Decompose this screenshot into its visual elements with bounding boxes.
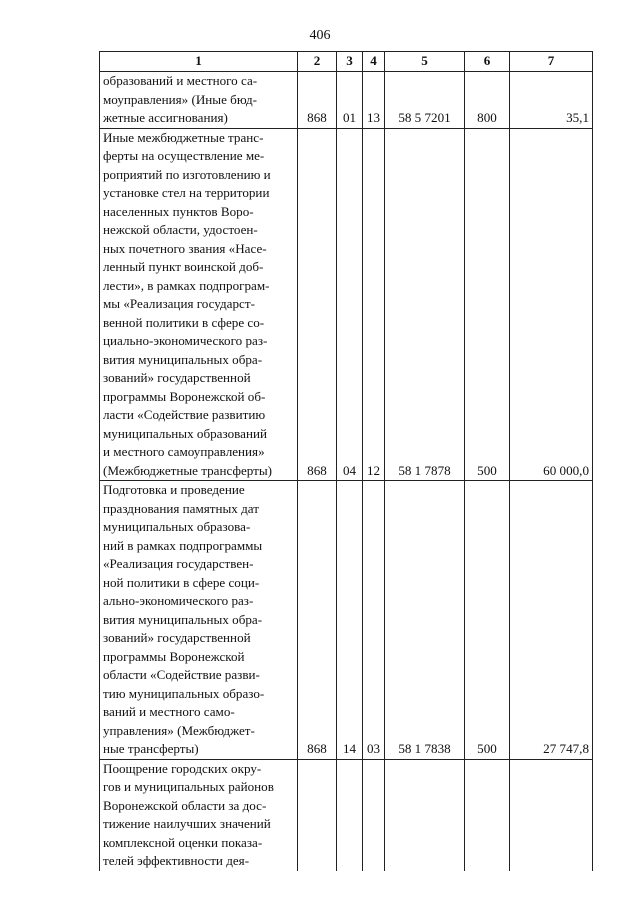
cell-ministry-code: 868	[298, 481, 337, 760]
description-line: (Межбюджетные трансферты)	[103, 462, 273, 478]
description-line: нежской области, удостоен-	[103, 222, 258, 237]
header-col-2: 2	[298, 52, 337, 72]
description-line: лести», в рамках подпрограм-	[103, 277, 270, 293]
page-number: 406	[309, 28, 331, 43]
header-col-5: 5	[385, 52, 465, 72]
row-description	[100, 128, 298, 481]
description-line: моуправления» (Иные бюд-	[103, 91, 257, 107]
cell-target-item: 58 5 7201	[385, 72, 465, 129]
description-line: телей эффективности дея-	[103, 853, 250, 868]
description-line: ваний и местного само-	[103, 704, 235, 719]
description-line: ных почетного звания «Насе-	[103, 240, 267, 256]
cell-subsection: 12	[363, 128, 385, 481]
description-line: венной политики в сфере со-	[103, 314, 265, 330]
cell-subsection	[363, 759, 385, 871]
cell-section: 01	[337, 72, 363, 129]
description-line: празднования памятных дат	[103, 500, 259, 516]
row-description	[100, 481, 298, 760]
description-line: тию муниципальных образо-	[103, 685, 265, 701]
description-line: роприятий по изготовлению и	[103, 166, 271, 182]
cell-target-item: 58 1 7878	[385, 128, 465, 481]
cell-expense-type: 800	[465, 72, 510, 129]
cell-section	[337, 759, 363, 871]
cell-ministry-code: 868	[298, 72, 337, 129]
description-line: ласти «Содействие развитию	[103, 407, 266, 422]
description-line: вития муниципальных обра-	[103, 611, 263, 627]
description-line: циально-экономического раз-	[103, 333, 268, 348]
description-line: муниципальных образова-	[103, 519, 251, 534]
description-line: населенных пунктов Воро-	[103, 203, 254, 219]
description-line: ний в рамках подпрограммы	[103, 537, 263, 553]
description-line: управления» (Межбюджет-	[103, 722, 255, 738]
cell-target-item: 58 1 7838	[385, 481, 465, 760]
cell-expense-type: 500	[465, 128, 510, 481]
description-line: Иные межбюджетные транс-	[103, 129, 264, 145]
table-row	[100, 72, 593, 129]
table-row	[100, 481, 593, 760]
description-line: Воронежской области за дос-	[103, 797, 267, 813]
cell-ministry-code: 868	[298, 128, 337, 481]
description-line: ной политики в сфере соци-	[103, 574, 260, 590]
table-row	[100, 759, 593, 871]
cell-amount	[510, 759, 593, 871]
cell-section: 04	[337, 128, 363, 481]
description-line: тижение наилучших значений	[103, 816, 271, 831]
header-row	[100, 52, 593, 72]
description-line: установке стел на территории	[103, 185, 270, 200]
description-line: муниципальных образований	[103, 425, 267, 441]
table-row	[100, 128, 593, 481]
cell-subsection: 03	[363, 481, 385, 760]
description-line: и местного самоуправления»	[103, 444, 265, 459]
header-col-7: 7	[510, 52, 593, 72]
description-line: образований и местного са-	[103, 73, 258, 88]
description-line: Подготовка и проведение	[103, 482, 245, 497]
description-line: гов и муниципальных районов	[103, 779, 274, 794]
description-line: программы Воронежской	[103, 648, 245, 664]
cell-amount: 60 000,0	[510, 128, 593, 481]
description-line: Поощрение городских окру-	[103, 760, 262, 776]
cell-expense-type	[465, 759, 510, 871]
header-col-1: 1	[100, 52, 298, 72]
description-line: ленный пункт воинской доб-	[103, 259, 264, 274]
cell-subsection: 13	[363, 72, 385, 129]
header-col-6: 6	[465, 52, 510, 72]
cell-amount: 35,1	[510, 72, 593, 129]
description-line: программы Воронежской об-	[103, 388, 266, 404]
header-col-4: 4	[363, 52, 385, 72]
description-line: ально-экономического раз-	[103, 593, 254, 608]
budget-table	[99, 51, 593, 871]
row-description	[100, 759, 298, 871]
header-col-3: 3	[337, 52, 363, 72]
row-description	[100, 72, 298, 129]
description-line: области «Содействие разви-	[103, 667, 260, 682]
description-line: «Реализация государствен-	[103, 556, 254, 571]
description-line: зований» государственной	[103, 630, 251, 645]
cell-section: 14	[337, 481, 363, 760]
description-line: мы «Реализация государст-	[103, 296, 255, 311]
description-line: комплексной оценки показа-	[103, 834, 263, 850]
description-line: зований» государственной	[103, 370, 251, 385]
description-line: ные трансферты)	[103, 741, 199, 756]
description-line: жетные ассигнования)	[103, 110, 228, 125]
cell-amount: 27 747,8	[510, 481, 593, 760]
cell-ministry-code	[298, 759, 337, 871]
description-line: ферты на осуществление ме-	[103, 148, 265, 163]
description-line: вития муниципальных обра-	[103, 351, 263, 367]
cell-expense-type: 500	[465, 481, 510, 760]
cell-target-item	[385, 759, 465, 871]
